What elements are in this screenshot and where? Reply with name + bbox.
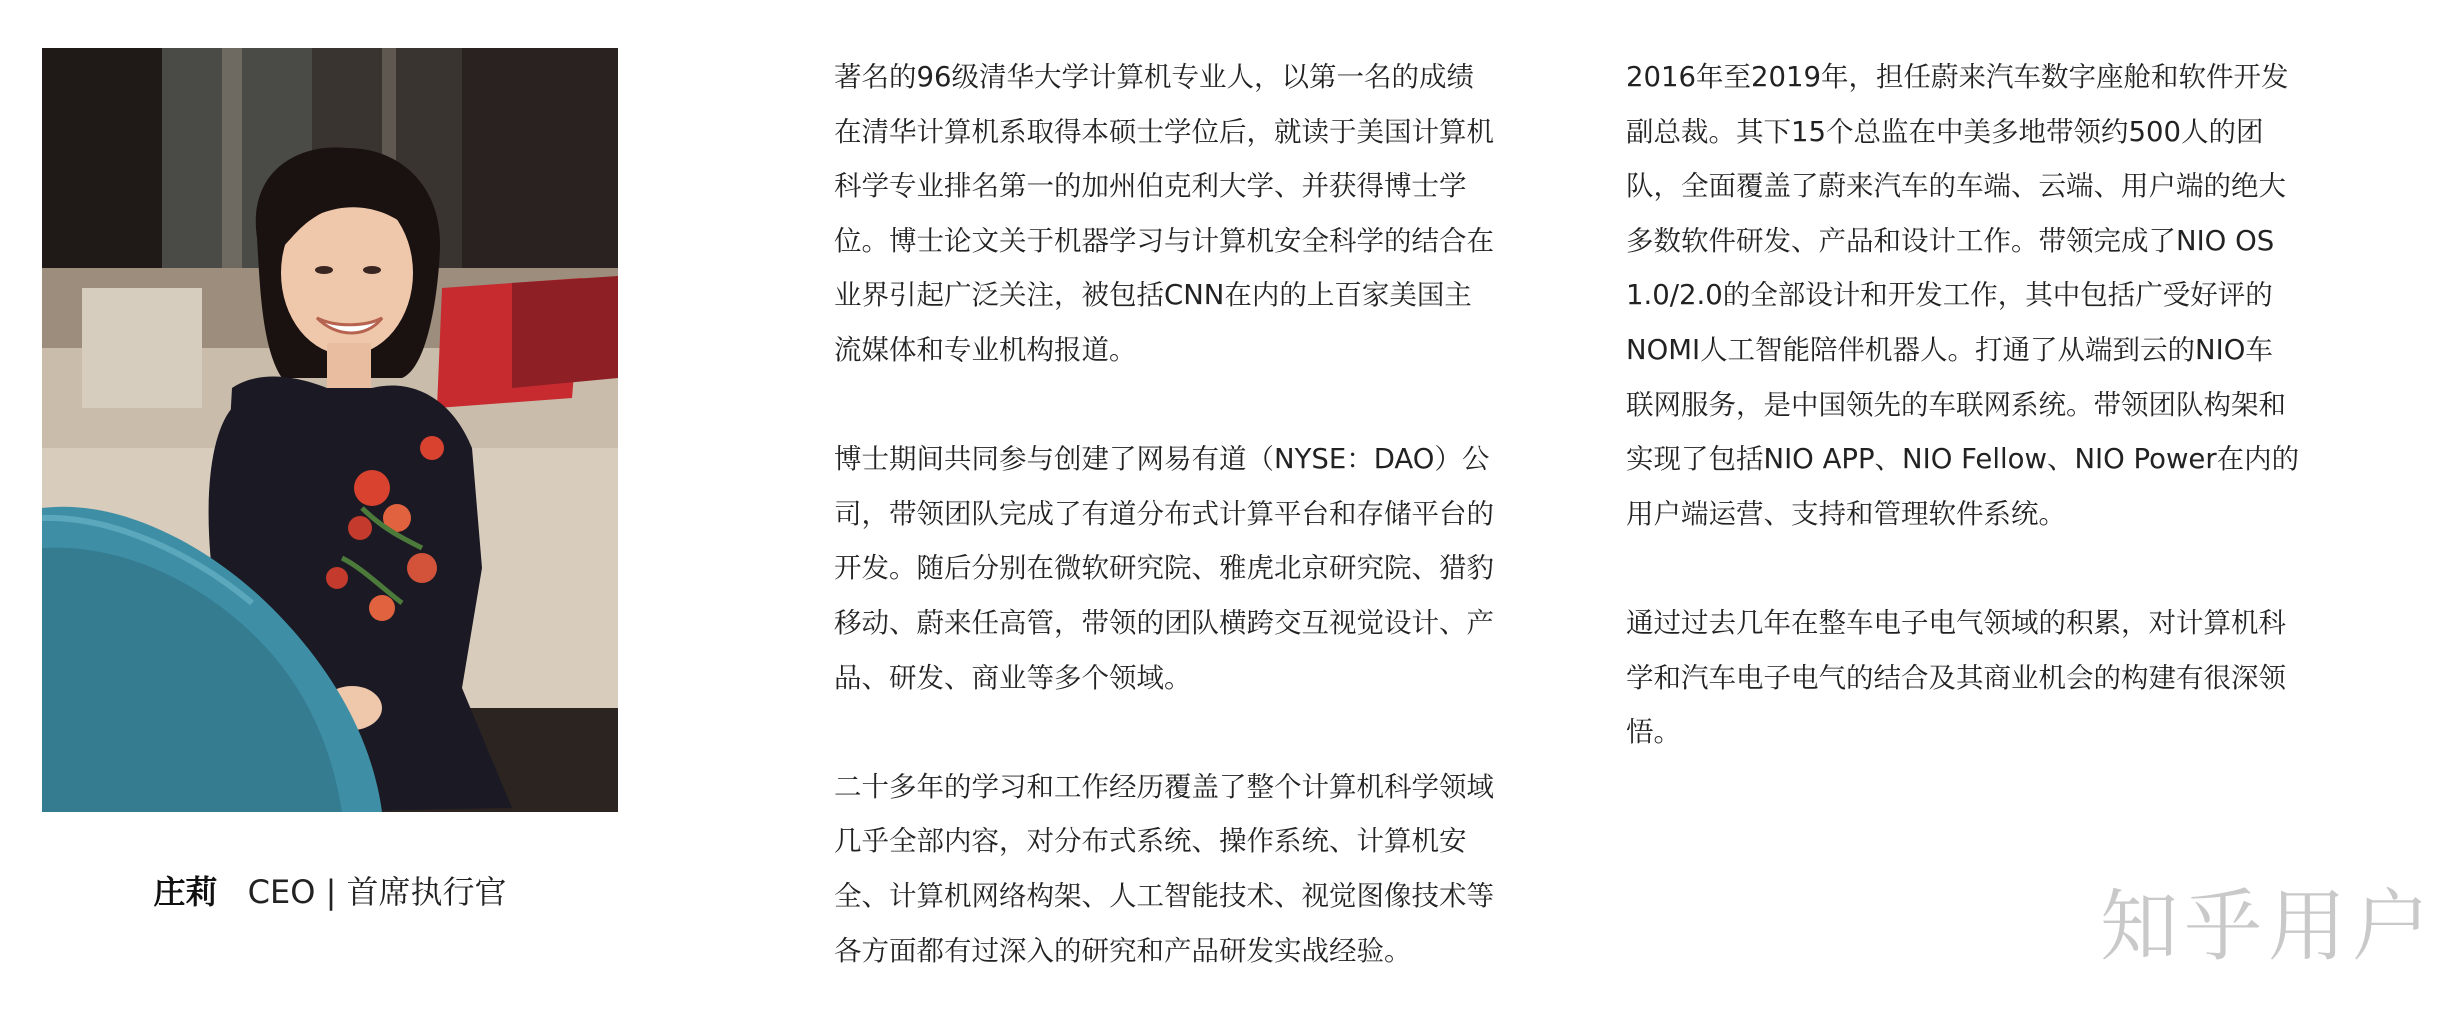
text-line: NOMI人工智能陪伴机器人。打通了从端到云的NIO车: [1626, 333, 2273, 366]
text-line: 流媒体和专业机构报道。: [834, 333, 1137, 366]
bio-column-middle: [834, 50, 1494, 1033]
text-line: 多数软件研发、产品和设计工作。带领完成了NIO OS: [1626, 224, 2275, 257]
profile-photo: [42, 48, 618, 812]
text-line: 用户端运营、支持和管理软件系统。: [1626, 497, 2066, 530]
text-line: 通过过去几年在整车电子电气领域的积累，对计算机科: [1626, 606, 2286, 639]
text-line: 业界引起广泛关注，被包括CNN在内的上百家美国主: [834, 279, 1472, 312]
bio-paragraph: [834, 432, 1494, 705]
profile-name: 庄莉: [153, 873, 218, 911]
text-line: 副总裁。其下15个总监在中美多地带领约500人的团: [1626, 115, 2264, 148]
text-line: 科学专业排名第一的加州伯克利大学、并获得博士学: [834, 170, 1467, 203]
text-line: 联网服务，是中国领先的车联网系统。带领团队构架和: [1626, 388, 2286, 421]
text-line: 悟。: [1626, 716, 1681, 749]
zhihu-watermark: 知乎用户: [2100, 882, 2437, 972]
text-line: 博士期间共同参与创建了网易有道（NYSE：DAO）公: [834, 443, 1490, 476]
text-line: 几乎全部内容，对分布式系统、操作系统、计算机安: [834, 825, 1467, 858]
bio-paragraph: [834, 760, 1494, 978]
text-line: 司，带领团队完成了有道分布式计算平台和存储平台的: [834, 497, 1494, 530]
portrait-image: [42, 48, 618, 812]
bio-paragraph: [1626, 596, 2299, 760]
text-line: 1.0/2.0的全部设计和开发工作，其中包括广受好评的: [1626, 279, 2273, 312]
text-line: 2016年至2019年，担任蔚来汽车数字座舱和软件开发: [1626, 61, 2289, 93]
bio-paragraph: [834, 50, 1494, 378]
text-line: 全、计算机网络构架、人工智能技术、视觉图像技术等: [834, 879, 1494, 912]
text-line: 开发。随后分别在微软研究院、雅虎北京研究院、猎豹: [834, 552, 1494, 585]
text-line: 位。博士论文关于机器学习与计算机安全科学的结合在: [834, 224, 1494, 257]
text-line: 著名的96级清华大学计算机专业人，以第一名的成绩: [834, 61, 1474, 93]
profile-title: CEO | 首席执行官: [247, 873, 507, 911]
text-line: 队，全面覆盖了蔚来汽车的车端、云端、用户端的绝大: [1626, 170, 2286, 203]
text-line: 品、研发、商业等多个领域。: [834, 661, 1192, 694]
bio-column-right: [1626, 50, 2299, 814]
profile-caption: [0, 868, 660, 916]
text-line: 学和汽车电子电气的结合及其商业机会的构建有很深领: [1626, 661, 2286, 694]
text-line: 实现了包括NIO APP、NIO Fellow、NIO Power在内的: [1626, 443, 2300, 476]
bio-paragraph: [1626, 50, 2299, 541]
text-line: 各方面都有过深入的研究和产品研发实战经验。: [834, 934, 1412, 967]
text-line: 二十多年的学习和工作经历覆盖了整个计算机科学领域: [834, 770, 1494, 803]
text-line: 移动、蔚来任高管，带领的团队横跨交互视觉设计、产: [834, 606, 1494, 639]
text-line: 在清华计算机系取得本硕士学位后，就读于美国计算机: [834, 115, 1494, 148]
